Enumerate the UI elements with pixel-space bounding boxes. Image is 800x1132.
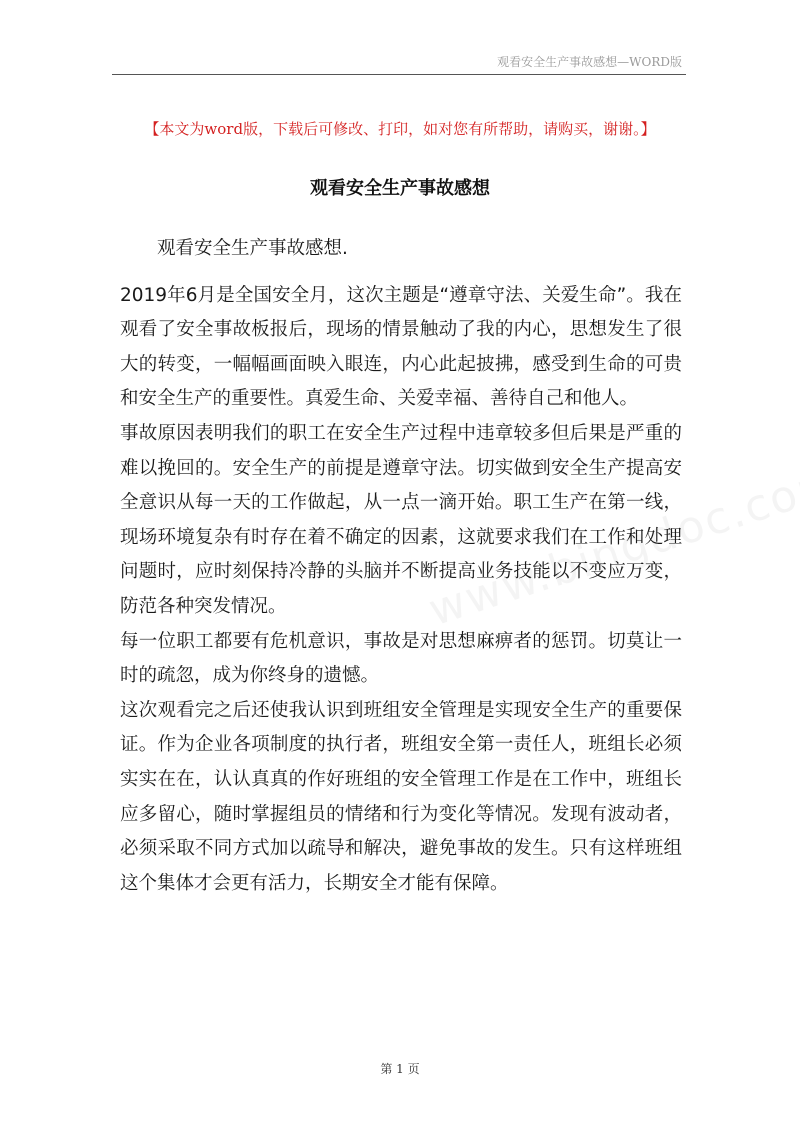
running-header: 观看安全生产事故感想—WORD版 [497, 55, 682, 69]
header-divider [112, 74, 686, 75]
document-title: 观看安全生产事故感想 [310, 178, 490, 199]
download-notice: 【本文为word版，下载后可修改、打印，如对您有所帮助，请购买，谢谢。】 [144, 120, 656, 138]
document-body [120, 232, 682, 901]
page-number: 第 1 页 [380, 1062, 420, 1076]
body-paragraph: 事故原因表明我们的职工在安全生产过程中违章较多但后果是严重的难以挽回的。安全生产的前提是遵章守法。切实做到安全生产提高安全意识从每一天的工作做起，从一点一滴开始。职工生产在第一线，现场环境复杂有时存在着不确定的因素，这就要求我们在工作和处理问题时，应时刻保持冷静的头脑并不断提高业务技能以不变应万变，防范各种突发情况。 [120, 422, 682, 617]
body-paragraph: 2019年6月是全国安全月，这次主题是“遵章守法、关爱生命”。我在观看了安全事故板报后，现场的情景触动了我的内心，思想发生了很大的转变，一幅幅画面映入眼连，内心此起披拂，感受到生命的可贵和安全生产的重要性。真爱生命、关爱幸福、善待自己和他人。 [120, 284, 682, 410]
body-paragraph: 这次观看完之后还使我认识到班组安全管理是实现安全生产的重要保证。作为企业各项制度的执行者，班组安全第一责任人，班组长必须实实在在，认认真真的作好班组的安全管理工作是在工作中，班组长应多留心，随时掌握组员的情绪和行为变化等情况。发现有波动者，必须采取不同方式加以疏导和解决，避免事故的发生。只有这样班组这个集体才会更有活力，长期安全才能有保障。 [120, 699, 682, 894]
intro-line: 观看安全生产事故感想. [157, 238, 348, 259]
body-paragraph: 每一位职工都要有危机意识，事故是对思想麻痹者的惩罚。切莫让一时的疏忽，成为你终身的遗憾。 [120, 630, 682, 687]
